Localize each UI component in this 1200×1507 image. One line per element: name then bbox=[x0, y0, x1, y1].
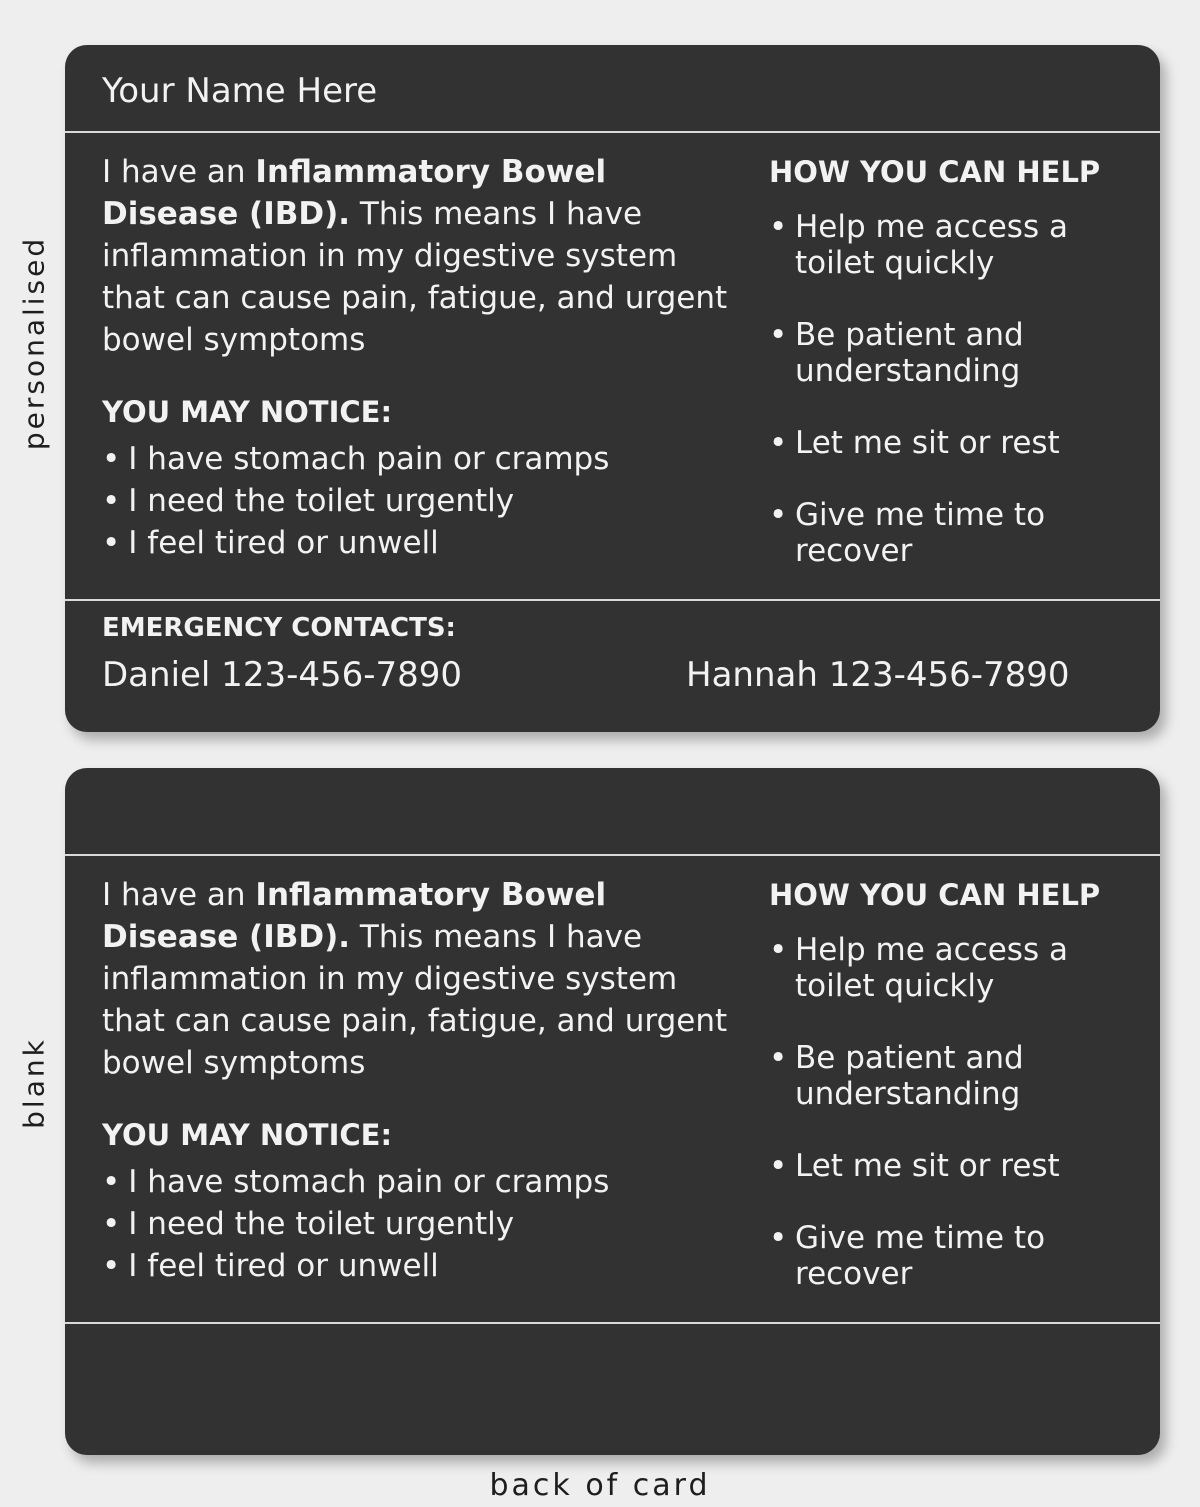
notice-list bbox=[102, 438, 609, 564]
intro-prefix: I have an bbox=[102, 154, 256, 190]
help-item: • Be patient and understanding bbox=[769, 1040, 1149, 1112]
divider bbox=[65, 131, 1160, 133]
emergency-contact: Hannah 123-456-7890 bbox=[686, 655, 1070, 695]
divider bbox=[65, 599, 1160, 601]
card-holder-name: Your Name Here bbox=[102, 71, 378, 111]
notice-item: • I need the toilet urgently bbox=[102, 480, 609, 522]
help-item: • Be patient and understanding bbox=[769, 317, 1149, 389]
name-row bbox=[65, 768, 1160, 855]
notice-heading: YOU MAY NOTICE: bbox=[102, 395, 393, 429]
notice-item: • I feel tired or unwell bbox=[102, 522, 609, 564]
intro-suffix: This means I have inflammation in my digestive system that can cause pain, fatigue, and urgent bowel symptoms bbox=[102, 919, 728, 1081]
notice-list bbox=[102, 1161, 609, 1287]
notice-item: • I feel tired or unwell bbox=[102, 1245, 609, 1287]
help-item: • Let me sit or rest bbox=[769, 1148, 1149, 1184]
help-list bbox=[769, 209, 1149, 605]
condition-description bbox=[102, 874, 742, 1084]
condition-name: Inflammatory Bowel Disease (IBD). bbox=[102, 154, 607, 232]
help-item: • Give me time to recover bbox=[769, 1220, 1149, 1292]
name-row bbox=[65, 45, 1160, 132]
condition-name: Inflammatory Bowel Disease (IBD). bbox=[102, 877, 607, 955]
help-list bbox=[769, 932, 1149, 1328]
help-item: • Help me access a toilet quickly bbox=[769, 932, 1149, 1004]
help-heading: HOW YOU CAN HELP bbox=[769, 155, 1101, 189]
emergency-contacts-heading: EMERGENCY CONTACTS: bbox=[102, 613, 456, 643]
condition-description bbox=[102, 151, 742, 361]
notice-item: • I need the toilet urgently bbox=[102, 1203, 609, 1245]
help-item: • Help me access a toilet quickly bbox=[769, 209, 1149, 281]
divider bbox=[65, 1322, 1160, 1324]
divider bbox=[65, 854, 1160, 856]
footer-label: back of card bbox=[489, 1468, 711, 1503]
emergency-contact: Daniel 123-456-7890 bbox=[102, 655, 463, 695]
intro-prefix: I have an bbox=[102, 877, 256, 913]
notice-item: • I have stomach pain or cramps bbox=[102, 438, 609, 480]
personalised-label: personalised bbox=[17, 235, 51, 451]
blank-label: blank bbox=[17, 1037, 51, 1129]
help-item: • Let me sit or rest bbox=[769, 425, 1149, 461]
help-item: • Give me time to recover bbox=[769, 497, 1149, 569]
notice-item: • I have stomach pain or cramps bbox=[102, 1161, 609, 1203]
blank-card bbox=[65, 768, 1160, 1455]
notice-heading: YOU MAY NOTICE: bbox=[102, 1118, 393, 1152]
intro-suffix: This means I have inflammation in my digestive system that can cause pain, fatigue, and urgent bowel symptoms bbox=[102, 196, 728, 358]
help-heading: HOW YOU CAN HELP bbox=[769, 878, 1101, 912]
personalised-card bbox=[65, 45, 1160, 732]
